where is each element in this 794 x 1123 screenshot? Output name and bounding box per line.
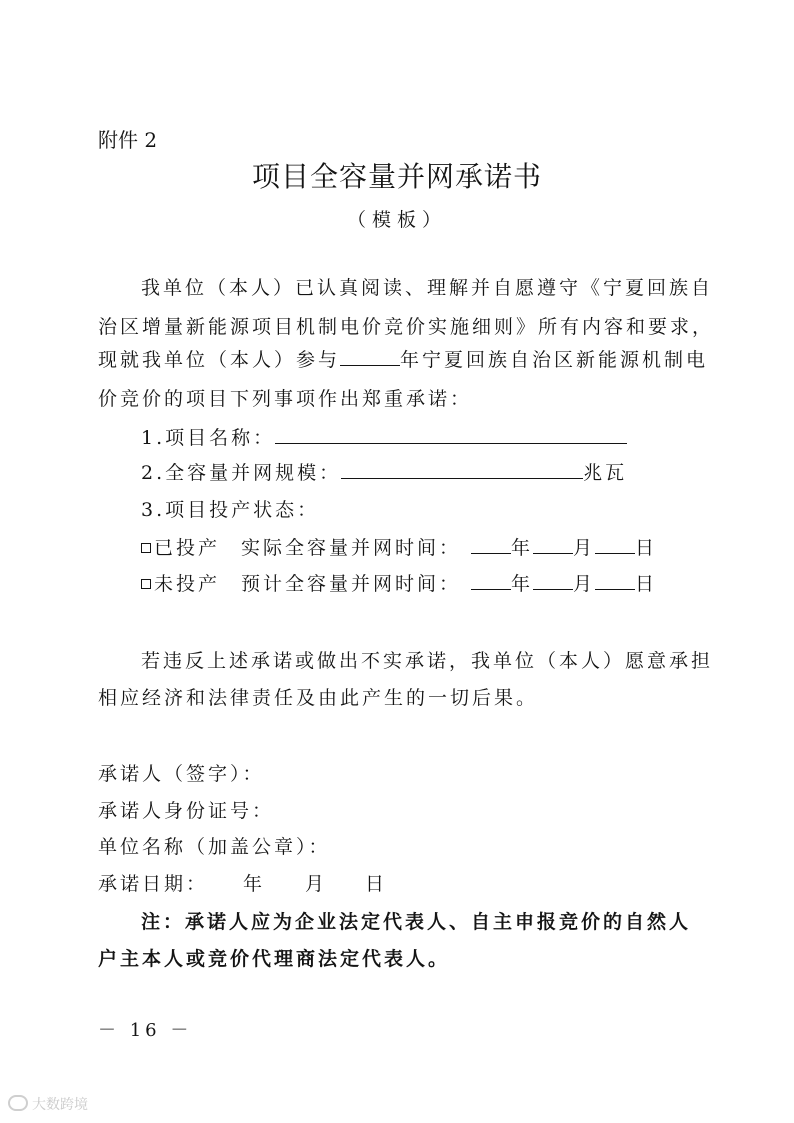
- operating-year: 年: [511, 537, 534, 559]
- page-number: － 16 －: [98, 1020, 193, 1041]
- operating-checkbox[interactable]: [141, 543, 151, 553]
- operating-time-label: 实际全容量并网时间：: [241, 537, 462, 559]
- not-operating-year: 年: [511, 573, 534, 595]
- para1-line3a: 现就我单位（本人）参与: [98, 349, 341, 371]
- operating-month: 月: [573, 537, 596, 559]
- para1-line4: 价竞价的项目下列事项作出郑重承诺：: [98, 388, 473, 410]
- para2-line1: 若违反上述承诺或做出不实承诺，我单位（本人）愿意承担: [141, 650, 714, 672]
- operating-time-row: [241, 533, 657, 560]
- not-operating-day-blank[interactable]: [595, 571, 635, 590]
- document-subtitle: （模板）: [346, 209, 447, 231]
- watermark-text: 大数跨境: [32, 1097, 88, 1113]
- date-day: 日: [365, 873, 388, 895]
- watermark: [8, 1094, 88, 1114]
- date-label: 承诺日期：: [98, 873, 209, 895]
- watermark-logo-icon: [8, 1095, 28, 1111]
- para2-line2: 相应经济和法律责任及由此产生的一切后果。: [98, 687, 539, 709]
- attachment-label: 附件 2: [98, 128, 158, 152]
- operating-day: 日: [635, 537, 658, 559]
- not-operating-day: 日: [635, 573, 658, 595]
- capacity-label: 2.全容量并网规模：: [141, 462, 342, 484]
- para1-line3b: 年宁夏回族自治区新能源机制电: [400, 349, 709, 371]
- not-operating-row: [141, 569, 220, 596]
- not-operating-time-row: [241, 569, 657, 596]
- capacity-blank[interactable]: [341, 460, 583, 479]
- operating-year-blank[interactable]: [471, 535, 511, 554]
- not-operating-month: 月: [573, 573, 596, 595]
- operating-month-blank[interactable]: [533, 535, 573, 554]
- note-line2: 户主本人或竞价代理商法定代表人。: [98, 948, 451, 970]
- project-name-blank[interactable]: [275, 425, 627, 444]
- id-number-label: 承诺人身份证号：: [98, 800, 275, 822]
- capacity-row: [141, 458, 627, 485]
- status-label: 3.项目投产状态：: [141, 499, 320, 521]
- project-name-row: [141, 423, 627, 450]
- para1-line3: [98, 345, 708, 372]
- year-blank[interactable]: [340, 347, 400, 366]
- not-operating-year-blank[interactable]: [471, 571, 511, 590]
- capacity-unit: 兆瓦: [583, 462, 628, 484]
- para1-line1: 我单位（本人）已认真阅读、理解并自愿遵守《宁夏回族自: [141, 277, 714, 299]
- not-operating-month-blank[interactable]: [533, 571, 573, 590]
- not-operating-checkbox[interactable]: [141, 579, 151, 589]
- not-operating-label: 未投产: [154, 573, 221, 595]
- operating-row: [141, 533, 220, 560]
- date-year: 年: [243, 873, 266, 895]
- date-month: 月: [305, 873, 328, 895]
- note-line1: 注：承诺人应为企业法定代表人、自主申报竞价的自然人: [141, 911, 692, 933]
- operating-label: 已投产: [154, 537, 221, 559]
- project-name-label: 1.项目名称：: [141, 427, 276, 449]
- not-operating-time-label: 预计全容量并网时间：: [241, 573, 462, 595]
- signer-label: 承诺人（签字）：: [98, 763, 265, 785]
- document-title: 项目全容量并网承诺书: [251, 160, 542, 193]
- para1-line2: 治区增量新能源项目机制电价竞价实施细则》所有内容和要求，: [98, 316, 715, 338]
- unit-name-label: 单位名称（加盖公章）：: [98, 836, 331, 858]
- operating-day-blank[interactable]: [595, 535, 635, 554]
